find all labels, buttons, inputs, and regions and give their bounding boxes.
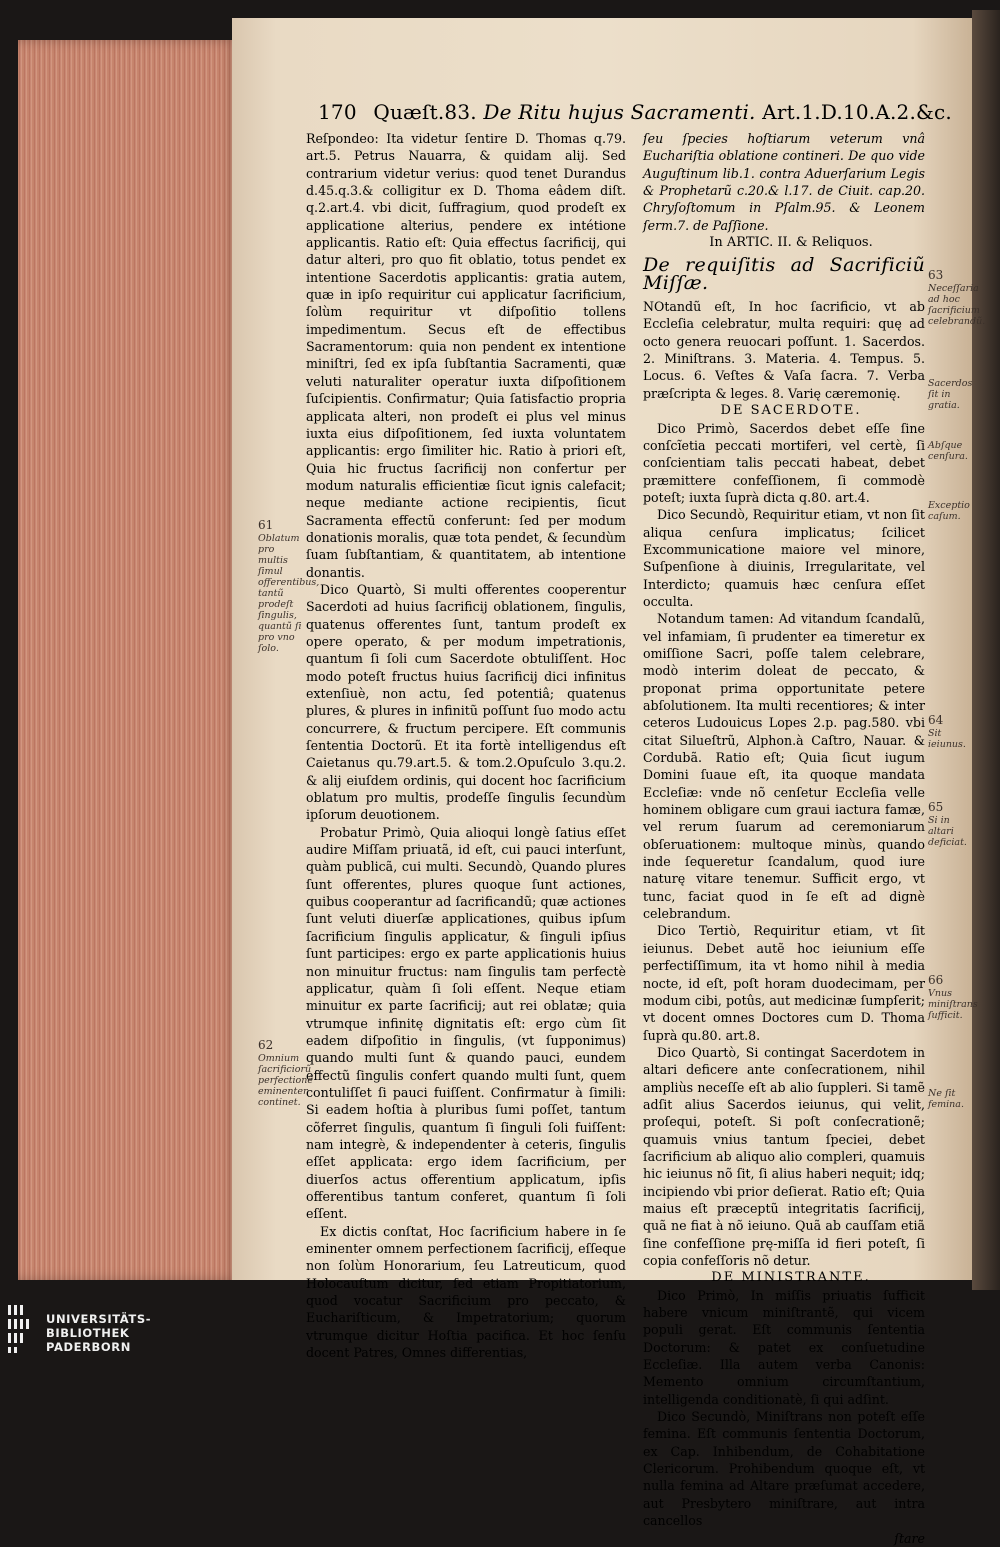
margin-note-text: Oblatum pro multis ſimul offerentibus, tantũ prodeſt ſingulis, quantũ ſi pro vno ſolo. — [258, 533, 320, 654]
library-name-line: PADERBORN — [46, 1340, 131, 1354]
paragraph: NOtandũ eſt, In hoc ſacrificio, vt ab Eccleſia celebratur, multa requiri: quę ad octo genera reuocari poſſunt. 1. Sacerdos. 2. Miniſtrans. 3. Materia. 4. Tempus. 5. Locus. 6. Veſtes & Vaſa ſacra. 7. Verba præſcripta & leges. 8. Varię cæremonię. — [643, 299, 925, 401]
margin-note-text: Si in altari deficiat. — [928, 815, 967, 848]
paragraph: Notandum tamen: Ad vitandum ſcandalũ, vel infamiam, ſi prudenter ea timeretur ex omiſſione Sacri, poſſe talem celebrare, modò interim doleat de peccato, & proponat prima opportunitate petere abſolutionem. Ita multi recentiores; & inter ceteros Ludouicus Lopes 2.p. pag.580. vbi citat Silueſtrũ, Alphon.à Caſtro, Nauar. & Cordubã. Ratio eſt; Quia ſicut iugum Domini ſuaue eſt, ita quoque mandata Eccleſiæ: vnde nõ cenſetur Eccleſia velle hominem obligare cum graui iactura famæ, vel rerum ſuarum ad ceremoniarum obſeruationem: multoque minùs, quando inde ſequeretur ſcandalum, quod iure naturę vitare tenemur. Sufficit ergo, vt tunc, faciat quod in ſe eſt ad dignè celebrandum. — [643, 611, 925, 922]
margin-note — [928, 440, 968, 462]
margin-note — [928, 500, 968, 522]
margin-note-number: 61 — [258, 518, 274, 532]
paragraph: Dico Secundò, Miniſtrans non poteſt eſſe femina. Eſt communis ſententia Doctorum, ex Cap. Inhibendum, de Cohabitatione Clericorum. Prohibendum quoque eſt, vt nulla femina ad Altare præſumat accedere, aut Presbytero miniſtrare, aut intra cancellos — [643, 1409, 925, 1529]
right-text-column — [643, 130, 925, 1547]
header-question: Quæſt.83. — [373, 100, 477, 124]
catchword: ſtare — [894, 1530, 925, 1546]
page-edges — [18, 40, 240, 1280]
margin-note — [928, 378, 973, 411]
paragraph: Dico Quartò, Si contingat Sacerdotem in altari deficere ante conſecrationem, nihil ampliùs neceſſe eſt ab alio ſuppleri. Si tamẽ adſit alius Sacerdos ieiunus, qui velit, proſequi, poteſt. Si poſt conſecrationẽ; quamuis vnius tantum ſpeciei, debet ſacrificium ab aliquo alio compleri, quamuis hic ieiunus nõ ſit, ſi alius haberi nequit; idq; incipiendo vbi prior deſierat. Ratio eſt; Quia maius eſt præceptũ integritatis ſacrificij, quã ne fiat à nõ ieiuno. Quã ab cauſſam etiã ſine confeſſione prę-miſſa id fieri poteſt, ſi copia confeſſoris nõ detur. — [643, 1044, 925, 1268]
margin-note — [928, 1088, 968, 1110]
paragraph: Dico Primò, Sacerdos debet eſſe ſine conſcĩetia peccati mortiferi, vel certè, ſi conſcientiam talis peccati habeat, debet præmittere confeſſionem, ſi commodè poteſt; iuxta ſuprà dicta q.80. art.4. — [643, 420, 925, 505]
margin-note — [928, 715, 968, 750]
left-text-column — [306, 130, 626, 1361]
margin-note-text: Exceptio caſum. — [928, 500, 970, 522]
library-logo-icon — [6, 1303, 36, 1355]
header-article: Art.1.D.10.A.2.&c. — [762, 100, 952, 124]
paragraph: Probatur Primò, Quia alioqui longè ſatius eſſet audire Miſſam priuatã, id eſt, cui pauci interſunt, quàm publicã, cui multi. Secundò, Quando plures ſunt offerentes, plures quoque ſunt actiones, quibus cooperantur ad ſacrificandũ; quæ actiones ſunt veluti diuerſæ applicationes, quibus ipſum ſacrificium ſingulis applicatur, & ſinguli ipſius ſunt participes: ergo ex parte applicationis huius non minuitur fructus: nam ſingulis tam perfectè applicatur, quàm ſi ſoli eſſent. Neque etiam minuitur ex parte ſacrificij; aut rei oblatæ; quia vtrumque infinitę dignitatis eſt: ergo cùm ſit eadem diſpoſitio in ſingulis, (vt ſupponimus) quando multi ſunt & quando pauci, eundem effectũ ſingulis confert quando multi ſunt, quem contuliſſet ſi pauci fuiſſent. Confirmatur à ſimili: Si eadem hoſtia à pluribus ſumi poſſet, tantum cõferret ſingulis, quantum ſi ſinguli ſoli fuiſſent: nam integrè, & independenter à ceteris, ſingulis eſſet applicata: ergo idem ſacrificium, per diuerſos actus offerentium applicatum, ipſis offerentibus tantum conferet, quantum ſi ſoli eſſent. — [306, 824, 626, 1222]
paragraph: Ex dictis conſtat, Hoc ſacrificium habere in ſe eminenter omnem perfectionem ſacrificij, eſſeque non ſolùm Honorarium, ſeu Latreuticum, quod Holocauſtum dicitur, ſed etiam Propitiatorium, quod vocatur Sacrificium pro peccato, & Euchariſticum, & Impetratorium; quorum vtrumque dicitur Hoſtia pacifica. Et hoc ſenſu docent Patres, Omnes differentias, — [306, 1223, 626, 1361]
margin-note-text: Omnium ſacrificiorũ perfectionẽ eminenter continet. — [258, 1053, 314, 1108]
margin-note-text: Abſque cenſura. — [928, 440, 968, 462]
paragraph: ſeu ſpecies hoſtiarum veterum vnâ Euchariſtia oblatione contineri. De quo vide Auguſtinum lib.1. contra Aduerſarium Legis & Prophetarũ c.20.& l.17. de Ciuit. cap.20. Chryſoſtomum in Pſalm.95. & Leonem ſerm.7. de Paſſione. — [643, 131, 925, 233]
margin-note — [258, 1038, 314, 1108]
paragraph: Dico Primò, In miſſis priuatis ſufficit habere vnicum miniſtrantẽ, qui vicem populi gerat. Eſt communis ſententia Doctorum: & patet ex conſuetudine Eccleſiæ. Illa autem verba Canonis: Memento omnium circumſtantium, intelligenda conditionatè, ſi qui adſint. — [643, 1287, 925, 1407]
margin-note — [928, 268, 986, 327]
section-title: De requiſitis ad Sacrificiũ Miſſæ. — [643, 254, 925, 294]
subheading: DE SACERDOTE. — [720, 403, 862, 419]
paragraph: Dico Secundò, Requiritur etiam, vt non ſit aliqua cenſura implicatus; ſcilicet Excommunicatione maiore vel minore, Suſpenſione à diuinis, Irregularitate, vel Interdicto; quamuis hæc cenſura eſſet occulta. — [643, 507, 925, 609]
header-topic: De Ritu hujus Sacramenti. — [483, 100, 756, 124]
margin-note-number: 62 — [258, 1038, 274, 1052]
margin-note-number: 66 — [928, 973, 944, 987]
margin-note-text: Sacerdos ſit in gratia. — [928, 378, 973, 411]
binding-gutter — [972, 10, 1000, 1290]
article-heading: In ARTIC. II. & Reliquos. — [709, 235, 873, 251]
library-name-line: UNIVERSITÄTS- — [46, 1312, 152, 1326]
margin-note-text: Ne ſit femina. — [928, 1088, 964, 1110]
margin-note-number: 65 — [928, 800, 944, 814]
margin-note-text: Neceſſaria ad hoc ſacrificium celebrandũ. — [928, 283, 986, 327]
margin-note-number: 63 — [928, 268, 944, 282]
library-name-line: BIBLIOTHEK — [46, 1326, 130, 1340]
margin-note — [928, 973, 978, 1021]
library-name — [46, 1312, 151, 1354]
paragraph: Dico Tertiò, Requiritur etiam, vt ſit ieiunus. Debet autẽ hoc ieiunium eſſe perfectiſſimum, ita vt homo nihil à media nocte, id eſt, poſt horam duodecimam, per modum cibi, potûs, aut medicinæ ſumpſerit; vt docent omnes Doctores cum D. Thoma ſuprà qu.80. art.8. — [643, 923, 925, 1043]
running-header — [318, 100, 978, 124]
margin-note — [928, 802, 968, 848]
page-number: 170 — [318, 100, 357, 124]
margin-note-text: Sit ieiunus. — [928, 728, 966, 750]
margin-note — [258, 518, 320, 654]
paragraph: Reſpondeo: Ita videtur ſentire D. Thomas q.79. art.5. Petrus Nauarra, & quidam alij. Sed contrarium videtur verius: quod tenet Durandus d.45.q.3.& colligitur ex D. Thoma eâdem diſt. q.2.art.4. vbi dicit, ſuffragium, quod prodeſt ex applicatione alterius, pendere ex intétione applicantis. Ratio eſt: Quia effectus ſacrificij, qui datur alteri, pro quo fit oblatio, totus pendet ex intentione Sacerdotis applicantis: gratia autem, quæ in ipſo requiritur cui applicatur ſacrificium, ſolùm requiritur vt diſpoſitio tollens impedimentum. Secus eſt de effectibus Sacramentorum: quia non pendent ex intentione miniſtri, ſed ex ipſa ſubſtantia Sacramenti, quæ veluti naturaliter operatur iuxta diſpoſitionem ſuſcipientis. Confirmatur; Quia ſatisfactio propria applicata alteri, non prodeſt ei plus vel minus iuxta eius diſpoſitionem, ſed iuxta voluntatem applicantis: ergo ſimiliter hic. Ratio à priori eſt, Quia hic fructus ſacrificij non confertur per modum naturalis efficientiæ ſicut ignis calefacit; neque mediante actione recipientis, ſicut Sacramenta effectũ conferunt: ſed per modum donationis moralis, quæ tota pendet, & ſecundùm ſuam ſubſtantiam, & quantitatem, ab intentione donantis. — [306, 131, 626, 580]
paragraph: Dico Quartò, Si multi offerentes cooperentur Sacerdoti ad huius ſacrificij oblationem, ſingulis, quatenus offerentes ſunt, tantum prodeſt ex opere operato, & per modum impetrationis, quantum ſi ſoli cum Sacerdote obtuliſſent. Hoc modo poteſt fructus huius ſacrificij dici infinitus extenſiuè, non actu, ſed potentiâ; quatenus plures, & plures in infinitũ poſſunt ſuo modo actu concurrere, & fructum percipere. Eſt communis ſententia Doctorũ. Et ita fortè intelligendus eſt Caietanus qu.79.art.5. & tom.2.Opuſculo 3.qu.2. & alij eiuſdem ordinis, qui docent hoc ſacrificium oblatum pro multis, prodeſſe ſingulis ſecundùm ipſorum deuotionem. — [306, 581, 626, 823]
margin-note-text: Vnus miniſtrans ſufficit. — [928, 988, 978, 1021]
margin-note-number: 64 — [928, 713, 944, 727]
subheading: DE MINISTRANTE. — [711, 1270, 871, 1286]
